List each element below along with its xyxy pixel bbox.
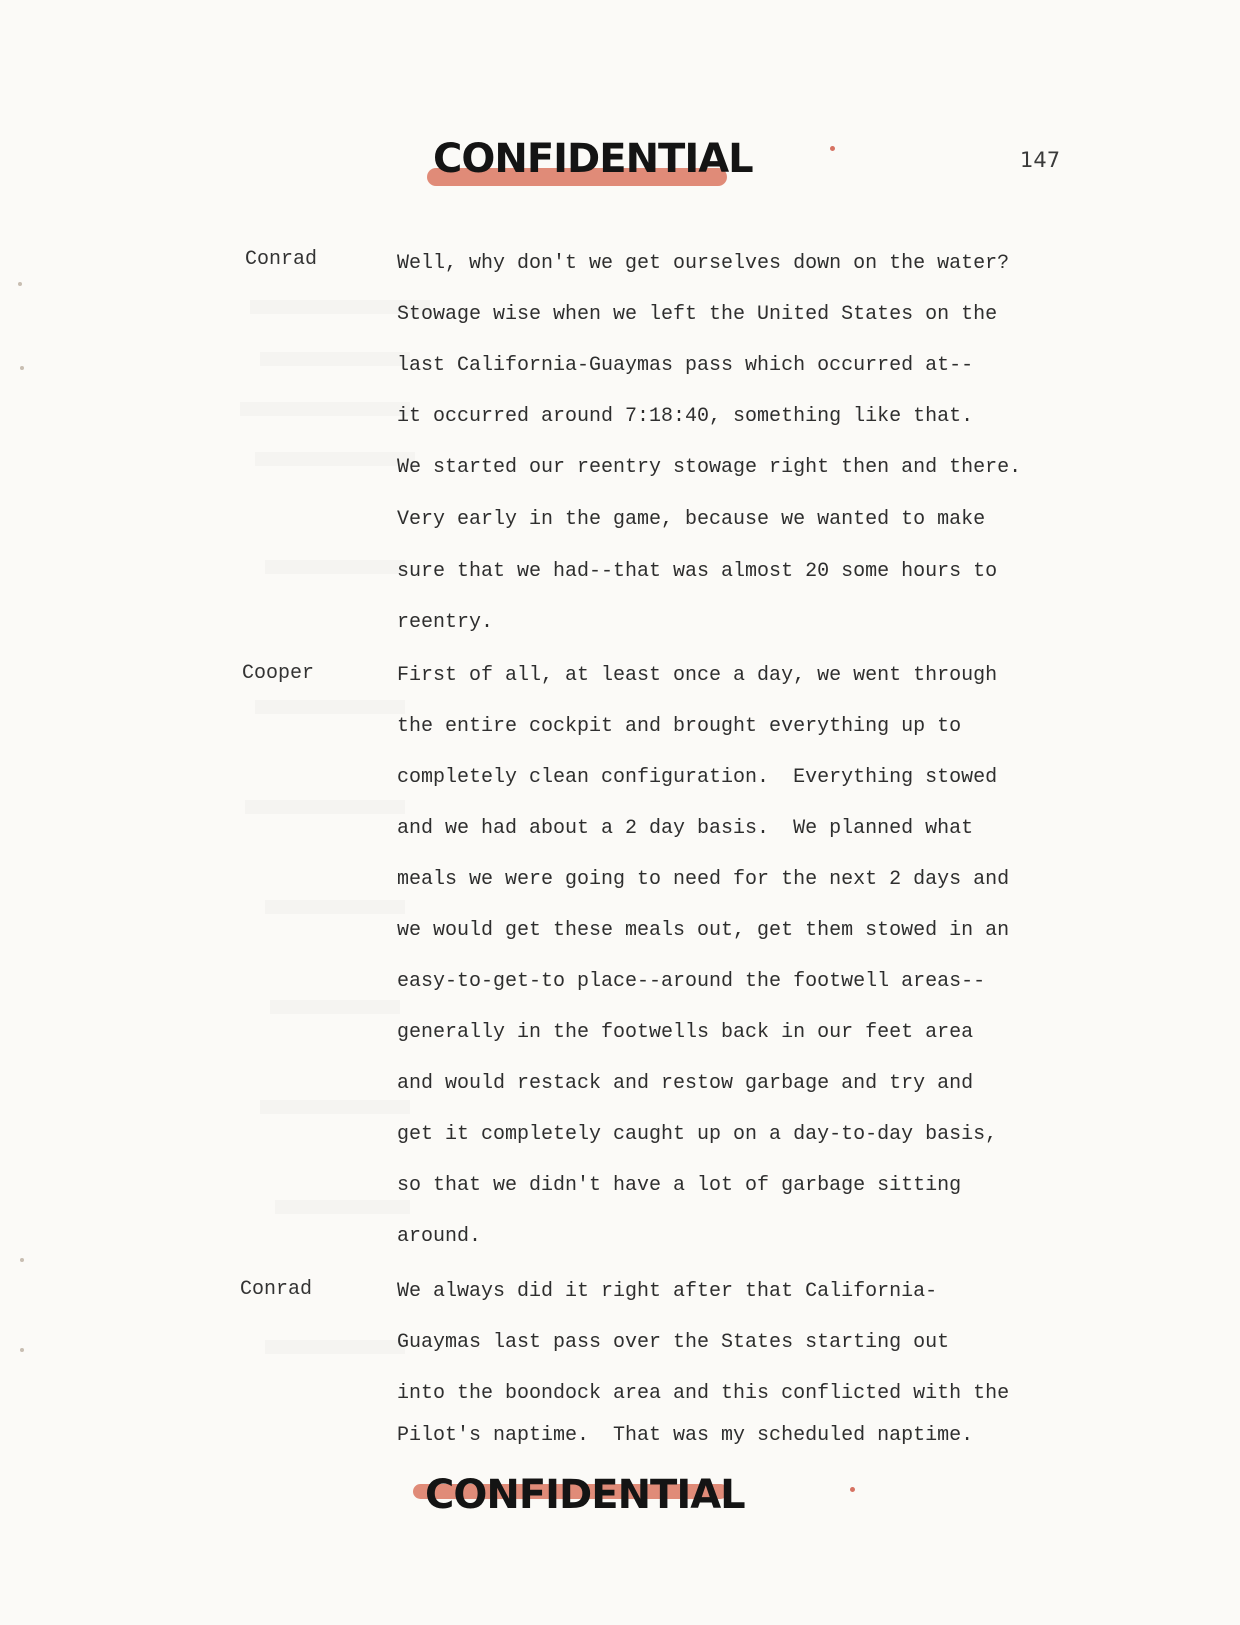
speaker-name: Conrad — [245, 248, 318, 271]
transcript-line: we would get these meals out, get them stowed in an — [397, 919, 1010, 942]
transcript-line: completely clean configuration. Everything stowed — [397, 766, 998, 789]
margin-speck — [20, 366, 24, 370]
transcript-line: and we had about a 2 day basis. We planned what — [397, 817, 974, 840]
red-ink-dot — [850, 1487, 855, 1492]
transcript-line: meals we were going to need for the next 2 days and — [397, 868, 1010, 891]
transcript-line: last California-Guaymas pass which occurred at-- — [397, 354, 974, 377]
transcript-line: generally in the footwells back in our feet area — [397, 1021, 974, 1044]
confidential-stamp-text: CONFIDENTIAL — [425, 1472, 745, 1518]
transcript-line: Very early in the game, because we wanted to make — [397, 508, 986, 531]
margin-speck — [18, 282, 22, 286]
transcript-line: First of all, at least once a day, we went through — [397, 664, 998, 687]
transcript-line: and would restack and restow garbage and try and — [397, 1072, 974, 1095]
red-ink-dot — [830, 146, 835, 151]
confidential-stamp-bottom — [425, 1472, 745, 1518]
transcript-line: reentry. — [397, 611, 494, 634]
transcript-line: sure that we had--that was almost 20 some hours to — [397, 560, 998, 583]
transcript-line: get it completely caught up on a day-to-day basis, — [397, 1123, 998, 1146]
transcript-line: We always did it right after that California- — [397, 1280, 938, 1303]
transcript-line: Stowage wise when we left the United States on the — [397, 303, 998, 326]
confidential-stamp-text: CONFIDENTIAL — [433, 136, 753, 182]
transcript-line: around. — [397, 1225, 482, 1248]
transcript-line: into the boondock area and this conflicted with the — [397, 1382, 1010, 1405]
transcript-line: We started our reentry stowage right then and there. — [397, 456, 1022, 479]
transcript-line: Pilot's naptime. That was my scheduled naptime. — [397, 1424, 974, 1447]
page-number: 147 — [1020, 148, 1061, 172]
transcript-line: the entire cockpit and brought everything up to — [397, 715, 962, 738]
speaker-name: Conrad — [240, 1278, 313, 1301]
speaker-name: Cooper — [242, 662, 315, 685]
transcript-line: Guaymas last pass over the States starting out — [397, 1331, 950, 1354]
margin-speck — [20, 1258, 24, 1262]
transcript-line: so that we didn't have a lot of garbage sitting — [397, 1174, 962, 1197]
transcript-line: Well, why don't we get ourselves down on the water? — [397, 252, 1010, 275]
transcript-line: it occurred around 7:18:40, something like that. — [397, 405, 974, 428]
margin-speck — [20, 1348, 24, 1352]
transcript-line: easy-to-get-to place--around the footwell areas-- — [397, 970, 986, 993]
confidential-stamp-top — [433, 136, 753, 182]
